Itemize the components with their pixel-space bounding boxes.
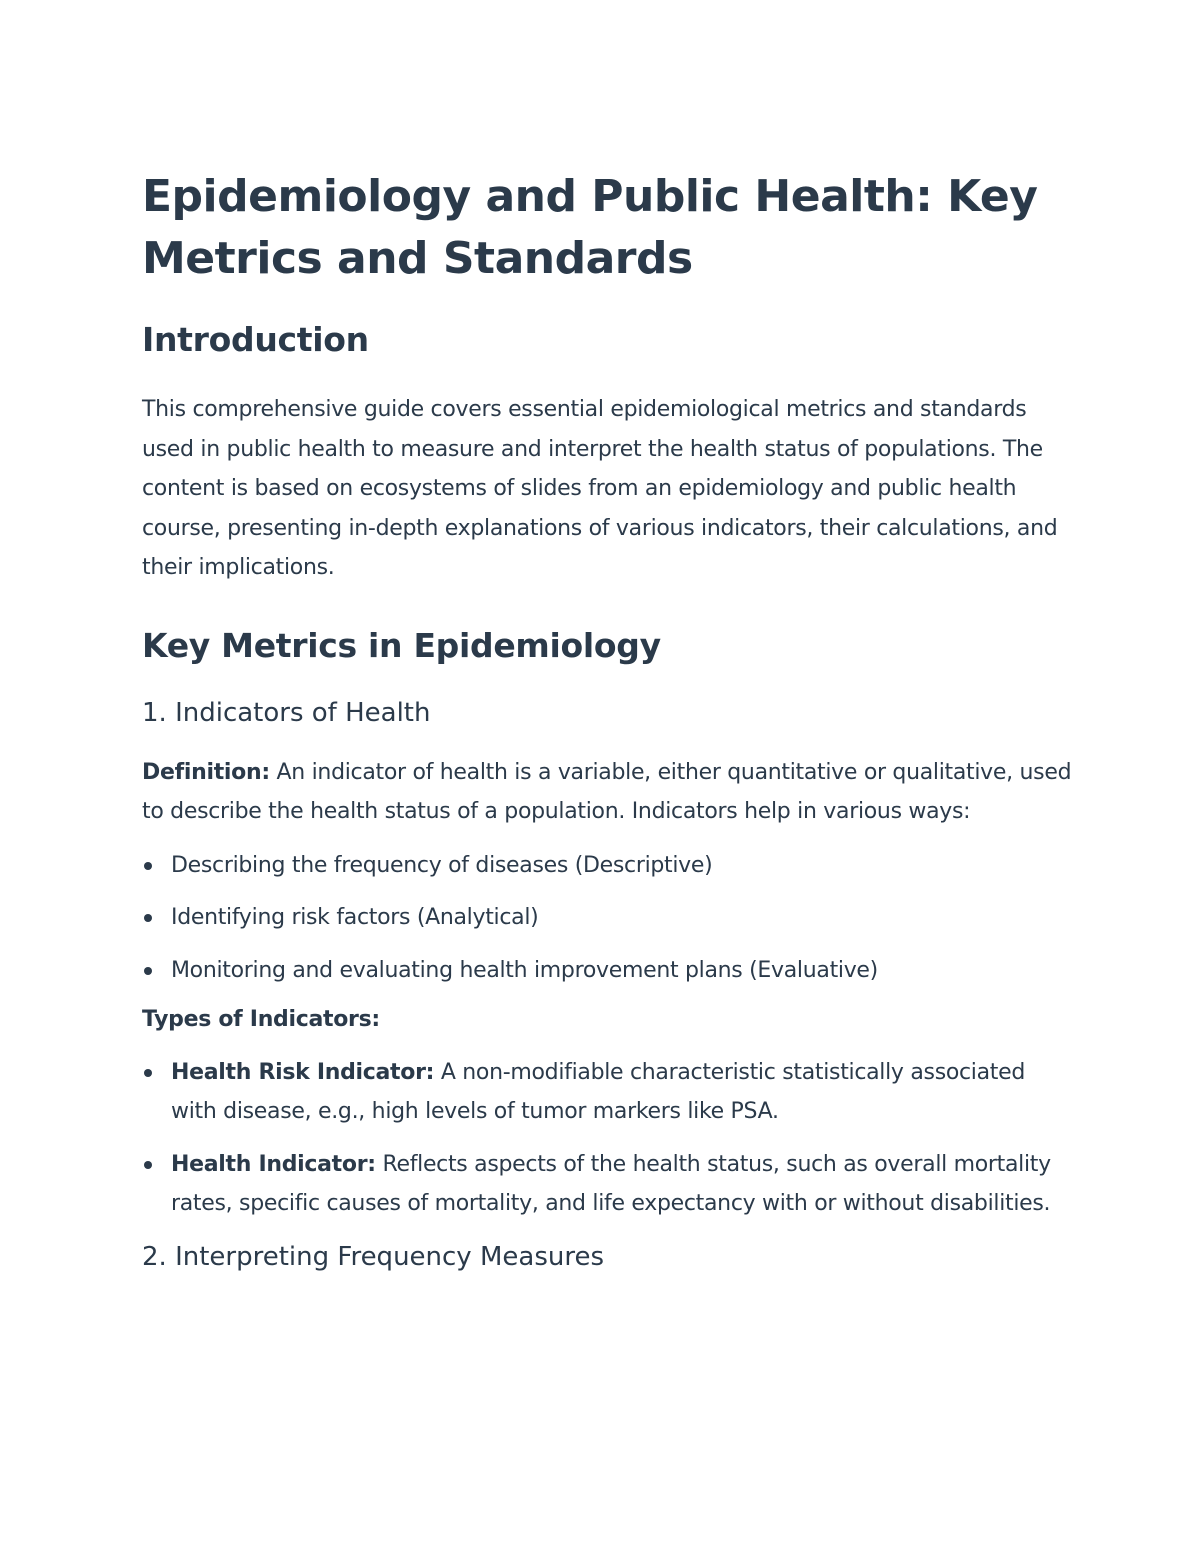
indicator-types-list <box>142 1053 1072 1224</box>
interpreting-heading: 2. Interpreting Frequency Measures <box>142 1241 605 1272</box>
list-item-text: Identifying risk factors (Analytical) <box>171 905 539 930</box>
definition-text: An indicator of health is a variable, either quantitative or qualitative, used to describe the health status of a population. Indicators help in various ways: <box>142 759 1072 824</box>
list-item <box>142 898 1072 938</box>
bullet-icon <box>144 1069 152 1077</box>
list-item-text: Describing the frequency of diseases (Descriptive) <box>171 852 713 878</box>
types-heading <box>142 1000 1072 1040</box>
bullet-icon <box>144 914 152 922</box>
indicators-heading: 1. Indicators of Health <box>142 697 431 728</box>
list-item <box>142 951 1072 991</box>
introduction-heading: Introduction <box>142 320 369 359</box>
key-metrics-heading: Key Metrics in Epidemiology <box>142 625 661 665</box>
list-item <box>142 846 1072 886</box>
type-text: Reflects aspects of the health status, such as overall mortality rates, specific causes of mortality, and life expectancy with or without disabilities. <box>171 1151 1051 1216</box>
type-text: A non-modifiable characteristic statistically associated with disease, e.g., high levels of tumor markers like PSA. <box>171 1059 1026 1124</box>
document-title: Epidemiology and Public Health: Key Metrics and Standards <box>142 171 1038 284</box>
type-label: Health Indicator: <box>171 1151 376 1177</box>
list-item <box>142 1145 1072 1224</box>
list-item <box>142 1053 1072 1132</box>
bullet-icon <box>144 967 152 975</box>
definition-paragraph <box>142 753 1072 832</box>
introduction-paragraph: This comprehensive guide covers essential epidemiological metrics and standards used in public health to measure and interpret the health status of populations. The content is based on ecosystems of slides from an epidemiology and public health course, presenting in-depth explanations of various indicators, their calculations, and their implications. <box>142 397 1058 580</box>
types-heading-text: Types of Indicators: <box>142 1007 380 1032</box>
list-item-text: Monitoring and evaluating health improvement plans (Evaluative) <box>171 957 878 983</box>
document-page <box>142 166 1072 1274</box>
definition-label: Definition: <box>142 759 270 785</box>
indicator-uses-list <box>142 846 1072 991</box>
type-label: Health Risk Indicator: <box>171 1059 435 1085</box>
bullet-icon <box>144 862 152 870</box>
bullet-icon <box>144 1161 152 1169</box>
